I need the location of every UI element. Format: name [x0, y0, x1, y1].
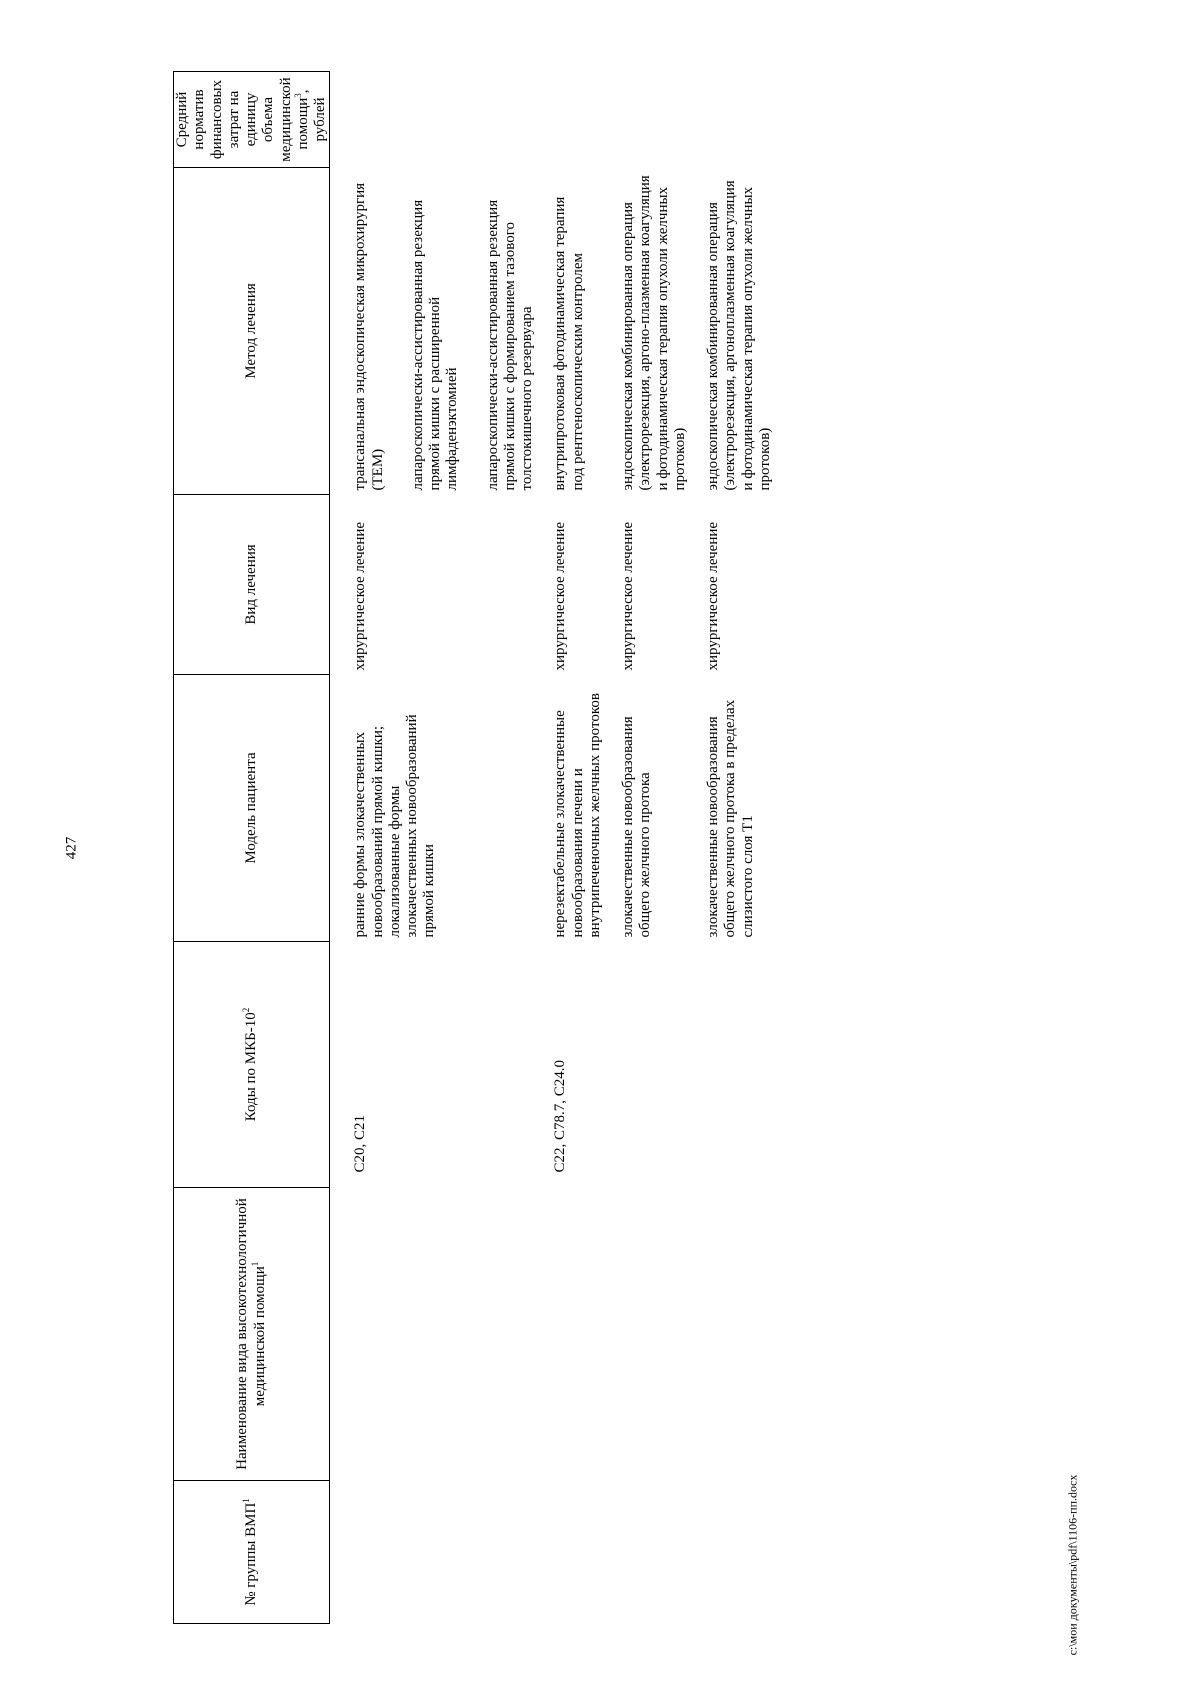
treatment-table: [173, 71, 774, 1624]
cell-codes: C22, C78.7, C24.0: [552, 1059, 569, 1173]
method-item: эндоскопическая комбинированная операция (электрорезекция, аргоноплазменная коагуляция и фотодинамическая терапия опухоли желчных протоков): [705, 180, 773, 491]
footer-file-path: c:\мои документы\pdf\1106-пп.docx: [1065, 1474, 1080, 1656]
cell-treatment-type: хирургическое лечение: [352, 521, 369, 671]
cell-name: [689, 1188, 774, 1481]
cell-name: [330, 1188, 537, 1481]
cell-method: [604, 168, 689, 495]
cell-group-no: [536, 1481, 604, 1624]
cell-codes: [689, 942, 774, 1188]
cell-method: [330, 168, 537, 495]
cell-name: [604, 1188, 689, 1481]
table-row: [604, 72, 689, 1624]
table-row: [536, 72, 604, 1624]
cell-cost: [604, 72, 689, 168]
table-header-row: [174, 72, 330, 1624]
method-item: трансанальная эндоскопическая микрохирургия (TEM): [352, 182, 386, 491]
cell-name: [536, 1188, 604, 1481]
cell-treatment-type: хирургическое лечение: [620, 521, 636, 671]
method-item: лапароскопически-ассистированная резекция прямой кишки с формированием тазового толстокишечного резервуара: [484, 199, 535, 491]
cell-cost: [536, 72, 604, 168]
cell-codes: C20, C21: [352, 1114, 369, 1173]
header-model: Модель пациента: [174, 675, 330, 942]
header-name: Наименование вида высокотехнологичной медицинской помощи$^1$: [174, 1188, 330, 1481]
cell-codes: [604, 942, 689, 1188]
header-method: Метод лечения: [174, 168, 330, 495]
cell-cost: [689, 72, 774, 168]
header-treatment-type: Вид лечения: [174, 495, 330, 675]
cell-model: нерезектабельные злокачественные новообразования печени и внутрипеченочных желчных протоков: [552, 693, 603, 938]
cell-method: [536, 168, 604, 495]
cell-treatment-type: хирургическое лечение: [552, 521, 569, 671]
cell-method: [689, 168, 774, 495]
table-row: [689, 72, 774, 1624]
method-item: лапароскопически-ассистированная резекция прямой кишки с расширенной лимфаденэктомией: [409, 199, 461, 491]
cell-cost: [330, 72, 537, 168]
cell-treatment-type: хирургическое лечение: [705, 521, 721, 671]
treatment-table-rotated: [173, 72, 773, 1624]
header-cost: Средний норматив финансовых затрат на единицу объема медицинской помощи$^3$, рублей: [174, 72, 330, 168]
cell-model: ранние формы злокачественных новообразований прямой кишки; локализованные формы злокачественных новообразований прямой кишки: [352, 714, 438, 938]
cell-model: злокачественные новообразования общего желчного протока: [620, 716, 654, 938]
method-item: внутрипротоковая фотодинамическая терапия под рентгеноскопическим контролем: [552, 196, 586, 491]
header-group-no: № группы ВМП$^1$: [174, 1481, 330, 1624]
cell-group-no: [689, 1481, 774, 1624]
header-codes: Коды по МКБ-$10^2$: [174, 942, 330, 1188]
table-row: [330, 72, 537, 1624]
cell-group-no: [330, 1481, 537, 1624]
page-number: 427: [63, 836, 80, 860]
method-item: эндоскопическая комбинированная операция (электрорезекция, аргоно-плазменная коагуляция и фотодинамическая терапия опухоли желчных протоков): [620, 175, 688, 491]
cell-model: злокачественные новообразования общего желчного протока в пределах слизистого слоя T1: [705, 699, 756, 938]
cell-group-no: [604, 1481, 689, 1624]
